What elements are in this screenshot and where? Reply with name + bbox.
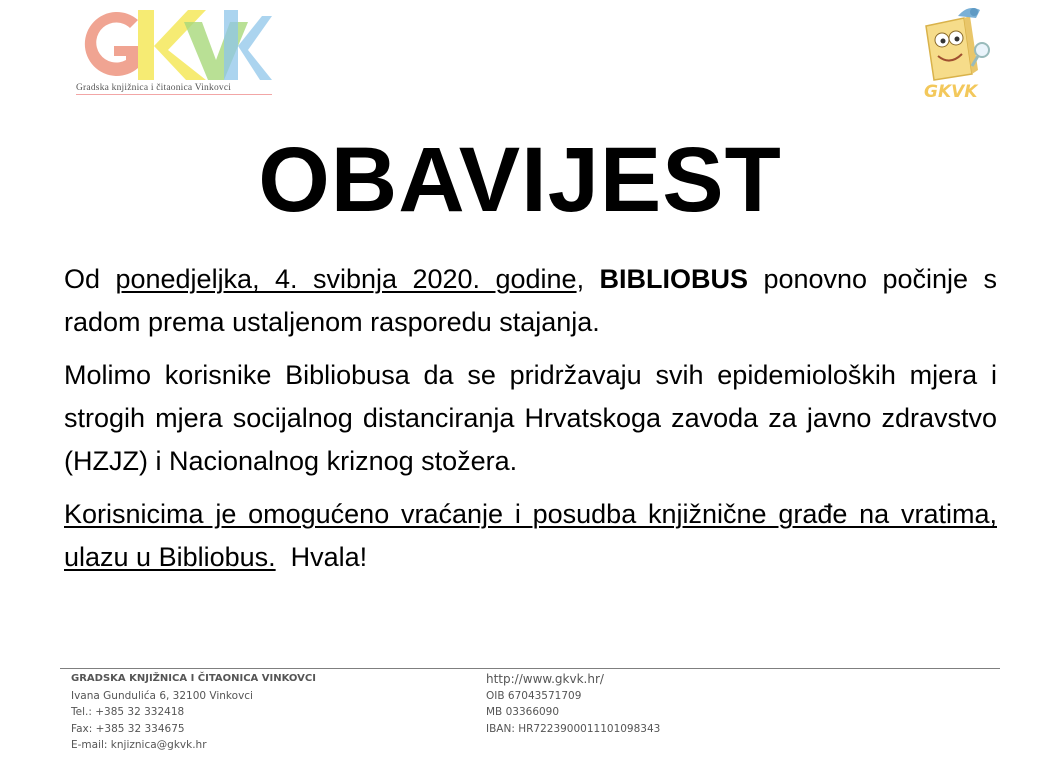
footer-address: Ivana Gundulića 6, 32100 Vinkovci — [71, 689, 253, 702]
notice-body — [64, 258, 997, 589]
reopening-date: ponedjeljka, 4. svibnja 2020. godine — [115, 264, 577, 294]
footer-email: E-mail: knjiznica@gkvk.hr — [71, 739, 207, 751]
paragraph-reopening — [64, 258, 997, 344]
thanks-text: Hvala! — [275, 542, 368, 572]
mascot-logo-caption: GKVK — [924, 82, 978, 102]
bibliobus-label: BIBLIOBUS — [599, 264, 749, 294]
footer-mb: MB 03366090 — [486, 706, 560, 718]
footer-oib: OIB 67043571709 — [486, 689, 582, 702]
footer-website: http://www.gkvk.hr/ — [486, 672, 604, 686]
paragraph-text: Od — [64, 264, 116, 294]
gkvk-letters-logo — [76, 6, 272, 82]
footer-tel: Tel.: +385 32 332418 — [71, 706, 185, 718]
footer-fax: Fax: +385 32 334675 — [71, 722, 185, 735]
mascot-logo — [918, 4, 998, 104]
book-mascot-icon — [918, 4, 998, 84]
notice-title: OBAVIJEST — [258, 129, 782, 231]
footer-org-name: GRADSKA KNJIŽNICA I ČITAONICA VINKOVCI — [71, 673, 316, 684]
library-logo — [76, 6, 272, 98]
paragraph-text: , — [576, 264, 600, 294]
footer-iban: IBAN: HR7223900011101098343 — [486, 722, 661, 735]
paragraph-returns — [64, 493, 997, 579]
paragraph-text: ponovno počinje s radom prema ustaljenom rasporedu stajanja. — [64, 264, 997, 337]
library-logo-caption: Gradska knjižnica i čitaonica Vinkovci — [76, 83, 272, 95]
footer-divider — [60, 668, 1000, 669]
returns-info: Korisnicima je omogućeno vraćanje i posudba knjižnične građe na vratima, ulazu u Bibliobus. — [64, 499, 997, 572]
footer-registry — [486, 671, 660, 737]
paragraph-measures: Molimo korisnike Bibliobusa da se pridržavaju svih epidemioloških mjera i strogih mjera socijalnog distanciranja Hrvatskoga zavoda za javno zdravstvo (HZJZ) i Nacionalnog kriznog stožera. — [64, 360, 997, 476]
footer-contact — [71, 671, 316, 754]
